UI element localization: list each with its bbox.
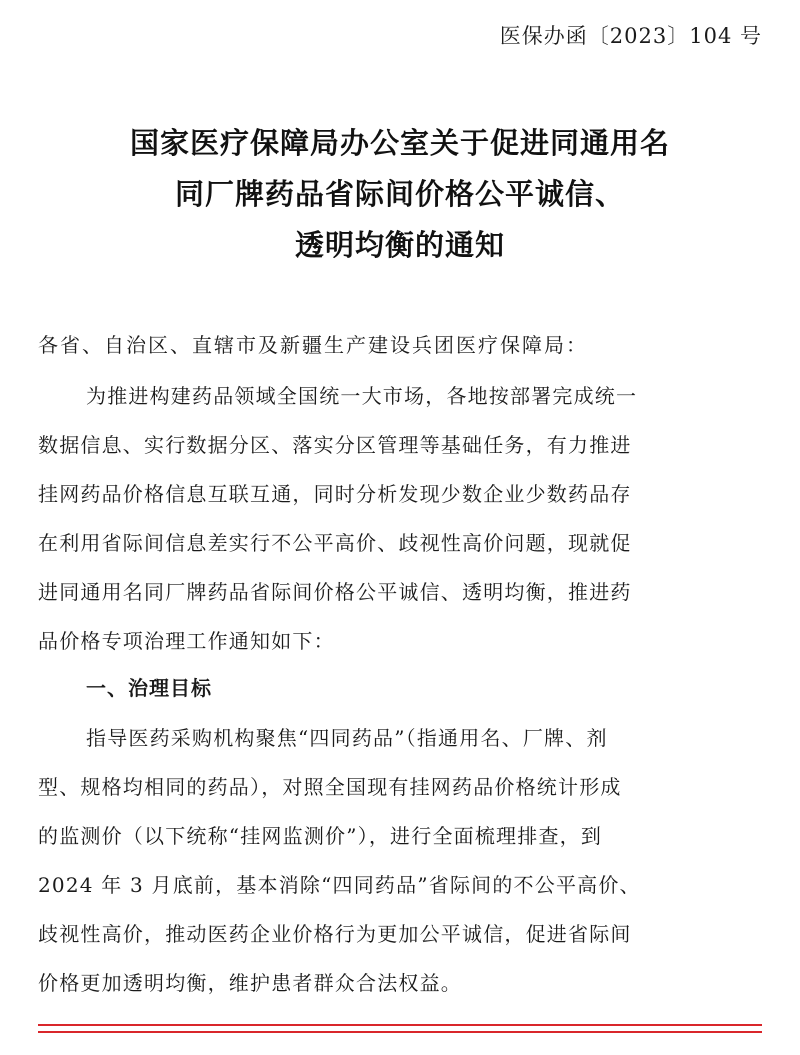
document-title [0, 118, 800, 271]
paragraph-line: 2024 年 3 月底前，基本消除“四同药品”省际间的不公平高价、 [38, 873, 641, 897]
paragraph-line: 数据信息、实行数据分区、落实分区管理等基础任务，有力推进 [38, 433, 632, 457]
footer-red-rule [38, 1024, 762, 1026]
title-line: 同厂牌药品省际间价格公平诚信、 [174, 177, 625, 211]
title-line: 国家医疗保障局办公室关于促进同通用名 [129, 126, 670, 160]
paragraph-line: 的监测价（以下统称“挂网监测价”），进行全面梳理排查，到 [38, 824, 603, 848]
paragraph-line: 歧视性高价，推动医药企业价格行为更加公平诚信，促进省际间 [38, 922, 632, 946]
document-number: 医保办函〔2023〕104 号 [499, 24, 762, 48]
paragraph-line: 品价格专项治理工作通知如下： [38, 629, 335, 653]
intro-paragraph [38, 372, 762, 666]
paragraph-line: 挂网药品价格信息互联互通，同时分析发现少数企业少数药品存 [38, 482, 632, 506]
paragraph-line: 指导医药采购机构聚焦“四同药品”（指通用名、厂牌、剂 [86, 726, 608, 750]
salutation: 各省、自治区、直辖市及新疆生产建设兵团医疗保障局： [38, 333, 588, 357]
footer-red-rule [38, 1031, 762, 1033]
paragraph-line: 型、规格均相同的药品），对照全国现有挂网药品价格统计形成 [38, 775, 622, 799]
paragraph-line: 价格更加透明均衡，维护患者群众合法权益。 [38, 971, 462, 995]
section-heading: 一、治理目标 [86, 676, 212, 700]
section-paragraph [38, 714, 762, 1008]
paragraph-line: 在利用省际间信息差实行不公平高价、歧视性高价问题，现就促 [38, 531, 632, 555]
title-line: 透明均衡的通知 [294, 228, 505, 262]
paragraph-line: 为推进构建药品领域全国统一大市场，各地按部署完成统一 [86, 384, 638, 408]
paragraph-line: 进同通用名同厂牌药品省际间价格公平诚信、透明均衡，推进药 [38, 580, 632, 604]
